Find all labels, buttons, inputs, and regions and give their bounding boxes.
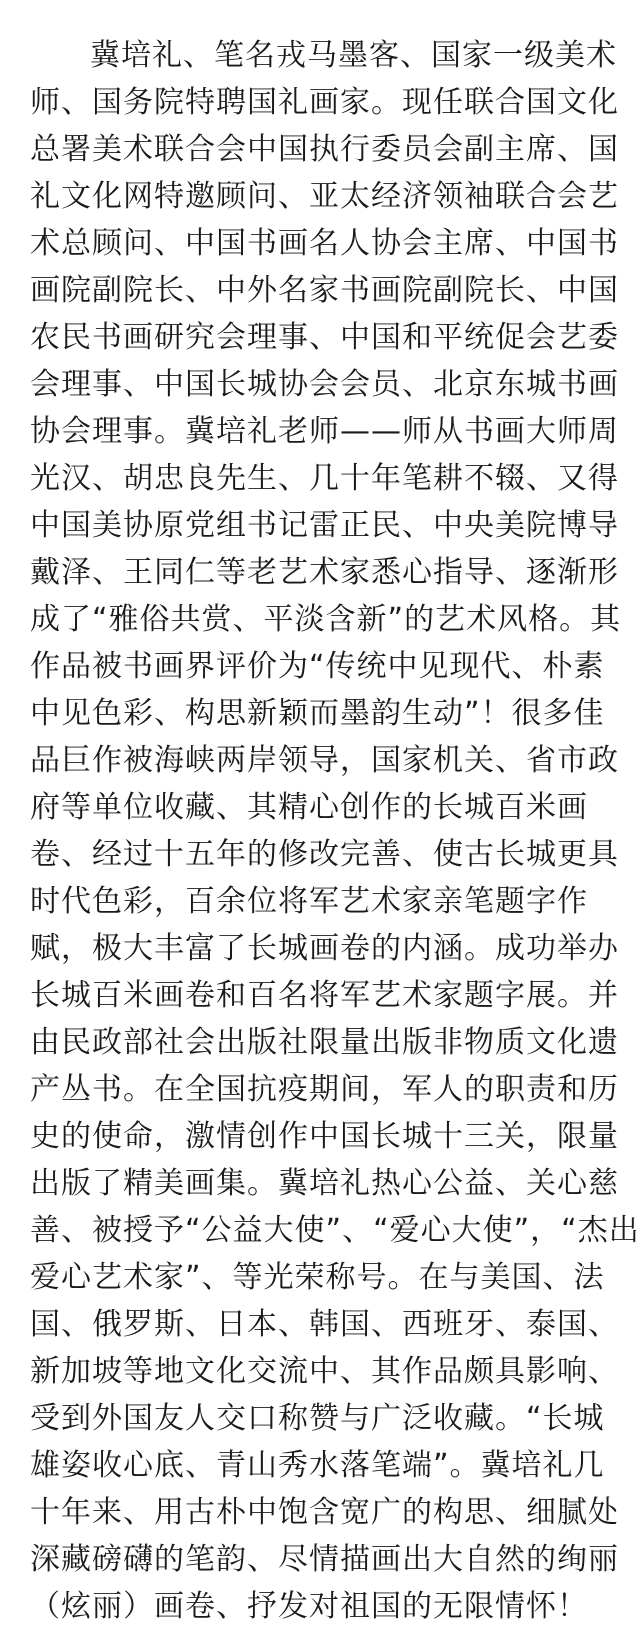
text-line: 爱心艺术家”、等光荣称号。在与美国、法 [30, 1260, 605, 1295]
text-line: 时代色彩，百余位将军艺术家亲笔题字作 [30, 884, 588, 919]
text-line: 深藏磅礴的笔韵、尽情描画出大自然的绚丽 [30, 1542, 619, 1577]
text-line: 协会理事。冀培礼老师——师从书画大师周 [30, 414, 619, 449]
text-line: 农民书画研究会理事、中国和平统促会艺委 [30, 320, 619, 355]
text-line: 雄姿收心底、青山秀水落笔端”。冀培礼几 [30, 1448, 605, 1483]
text-line: 师、国务院特聘国礼画家。现任联合国文化 [30, 85, 619, 120]
text-line: （炫丽）画卷、抒发对祖国的无限情怀！ [30, 1589, 588, 1624]
text-line: 长城百米画卷和百名将军艺术家题字展。并 [30, 978, 619, 1013]
text-line: 总署美术联合会中国执行委员会副主席、国 [30, 132, 619, 167]
text-line: 新加坡等地文化交流中、其作品颇具影响、 [30, 1354, 619, 1389]
text-line: 产丛书。在全国抗疫期间，军人的职责和历 [30, 1072, 619, 1107]
text-line: 作品被书画界评价为“传统中见现代、朴素 [30, 649, 605, 684]
text-line: 品巨作被海峡两岸领导，国家机关、省市政 [30, 743, 619, 778]
text-line: 礼文化网特邀顾问、亚太经济领袖联合会艺 [30, 179, 619, 214]
text-line: 受到外国友人交口称赞与广泛收藏。“长城 [30, 1401, 605, 1436]
text-line: 成了“雅俗共赏、平淡含新”的艺术风格。其 [30, 602, 622, 637]
text-line: 戴泽、王同仁等老艺术家悉心指导、逐渐形 [30, 555, 619, 590]
text-line: 国、俄罗斯、日本、韩国、西班牙、泰国、 [30, 1307, 619, 1342]
text-line: 赋，极大丰富了长城画卷的内涵。成功举办 [30, 931, 619, 966]
text-line: 善、被授予“公益大使”、“爱心大使”，“杰出 [30, 1213, 640, 1248]
text-line: 出版了精美画集。冀培礼热心公益、关心慈 [30, 1166, 619, 1201]
text-line: 十年来、用古朴中饱含宽广的构思、细腻处 [30, 1495, 619, 1530]
text-line: 会理事、中国长城协会会员、北京东城书画 [30, 367, 619, 402]
text-line: 府等单位收藏、其精心创作的长城百米画 [30, 790, 588, 825]
text-line: 光汉、胡忠良先生、几十年笔耕不辍、又得 [30, 461, 619, 496]
text-line: 中见色彩、构思新颖而墨韵生动”！很多佳 [30, 696, 605, 731]
text-line: 中国美协原党组书记雷正民、中央美院博导 [30, 508, 619, 543]
text-line: 史的使命，激情创作中国长城十三关，限量 [30, 1119, 619, 1154]
text-line: 卷、经过十五年的修改完善、使古长城更具 [30, 837, 619, 872]
text-line: 冀培礼、笔名戎马墨客、国家一级美术 [90, 38, 617, 73]
text-line: 画院副院长、中外名家书画院副院长、中国 [30, 273, 619, 308]
text-line: 由民政部社会出版社限量出版非物质文化遗 [30, 1025, 619, 1060]
text-line: 术总顾问、中国书画名人协会主席、中国书 [30, 226, 619, 261]
